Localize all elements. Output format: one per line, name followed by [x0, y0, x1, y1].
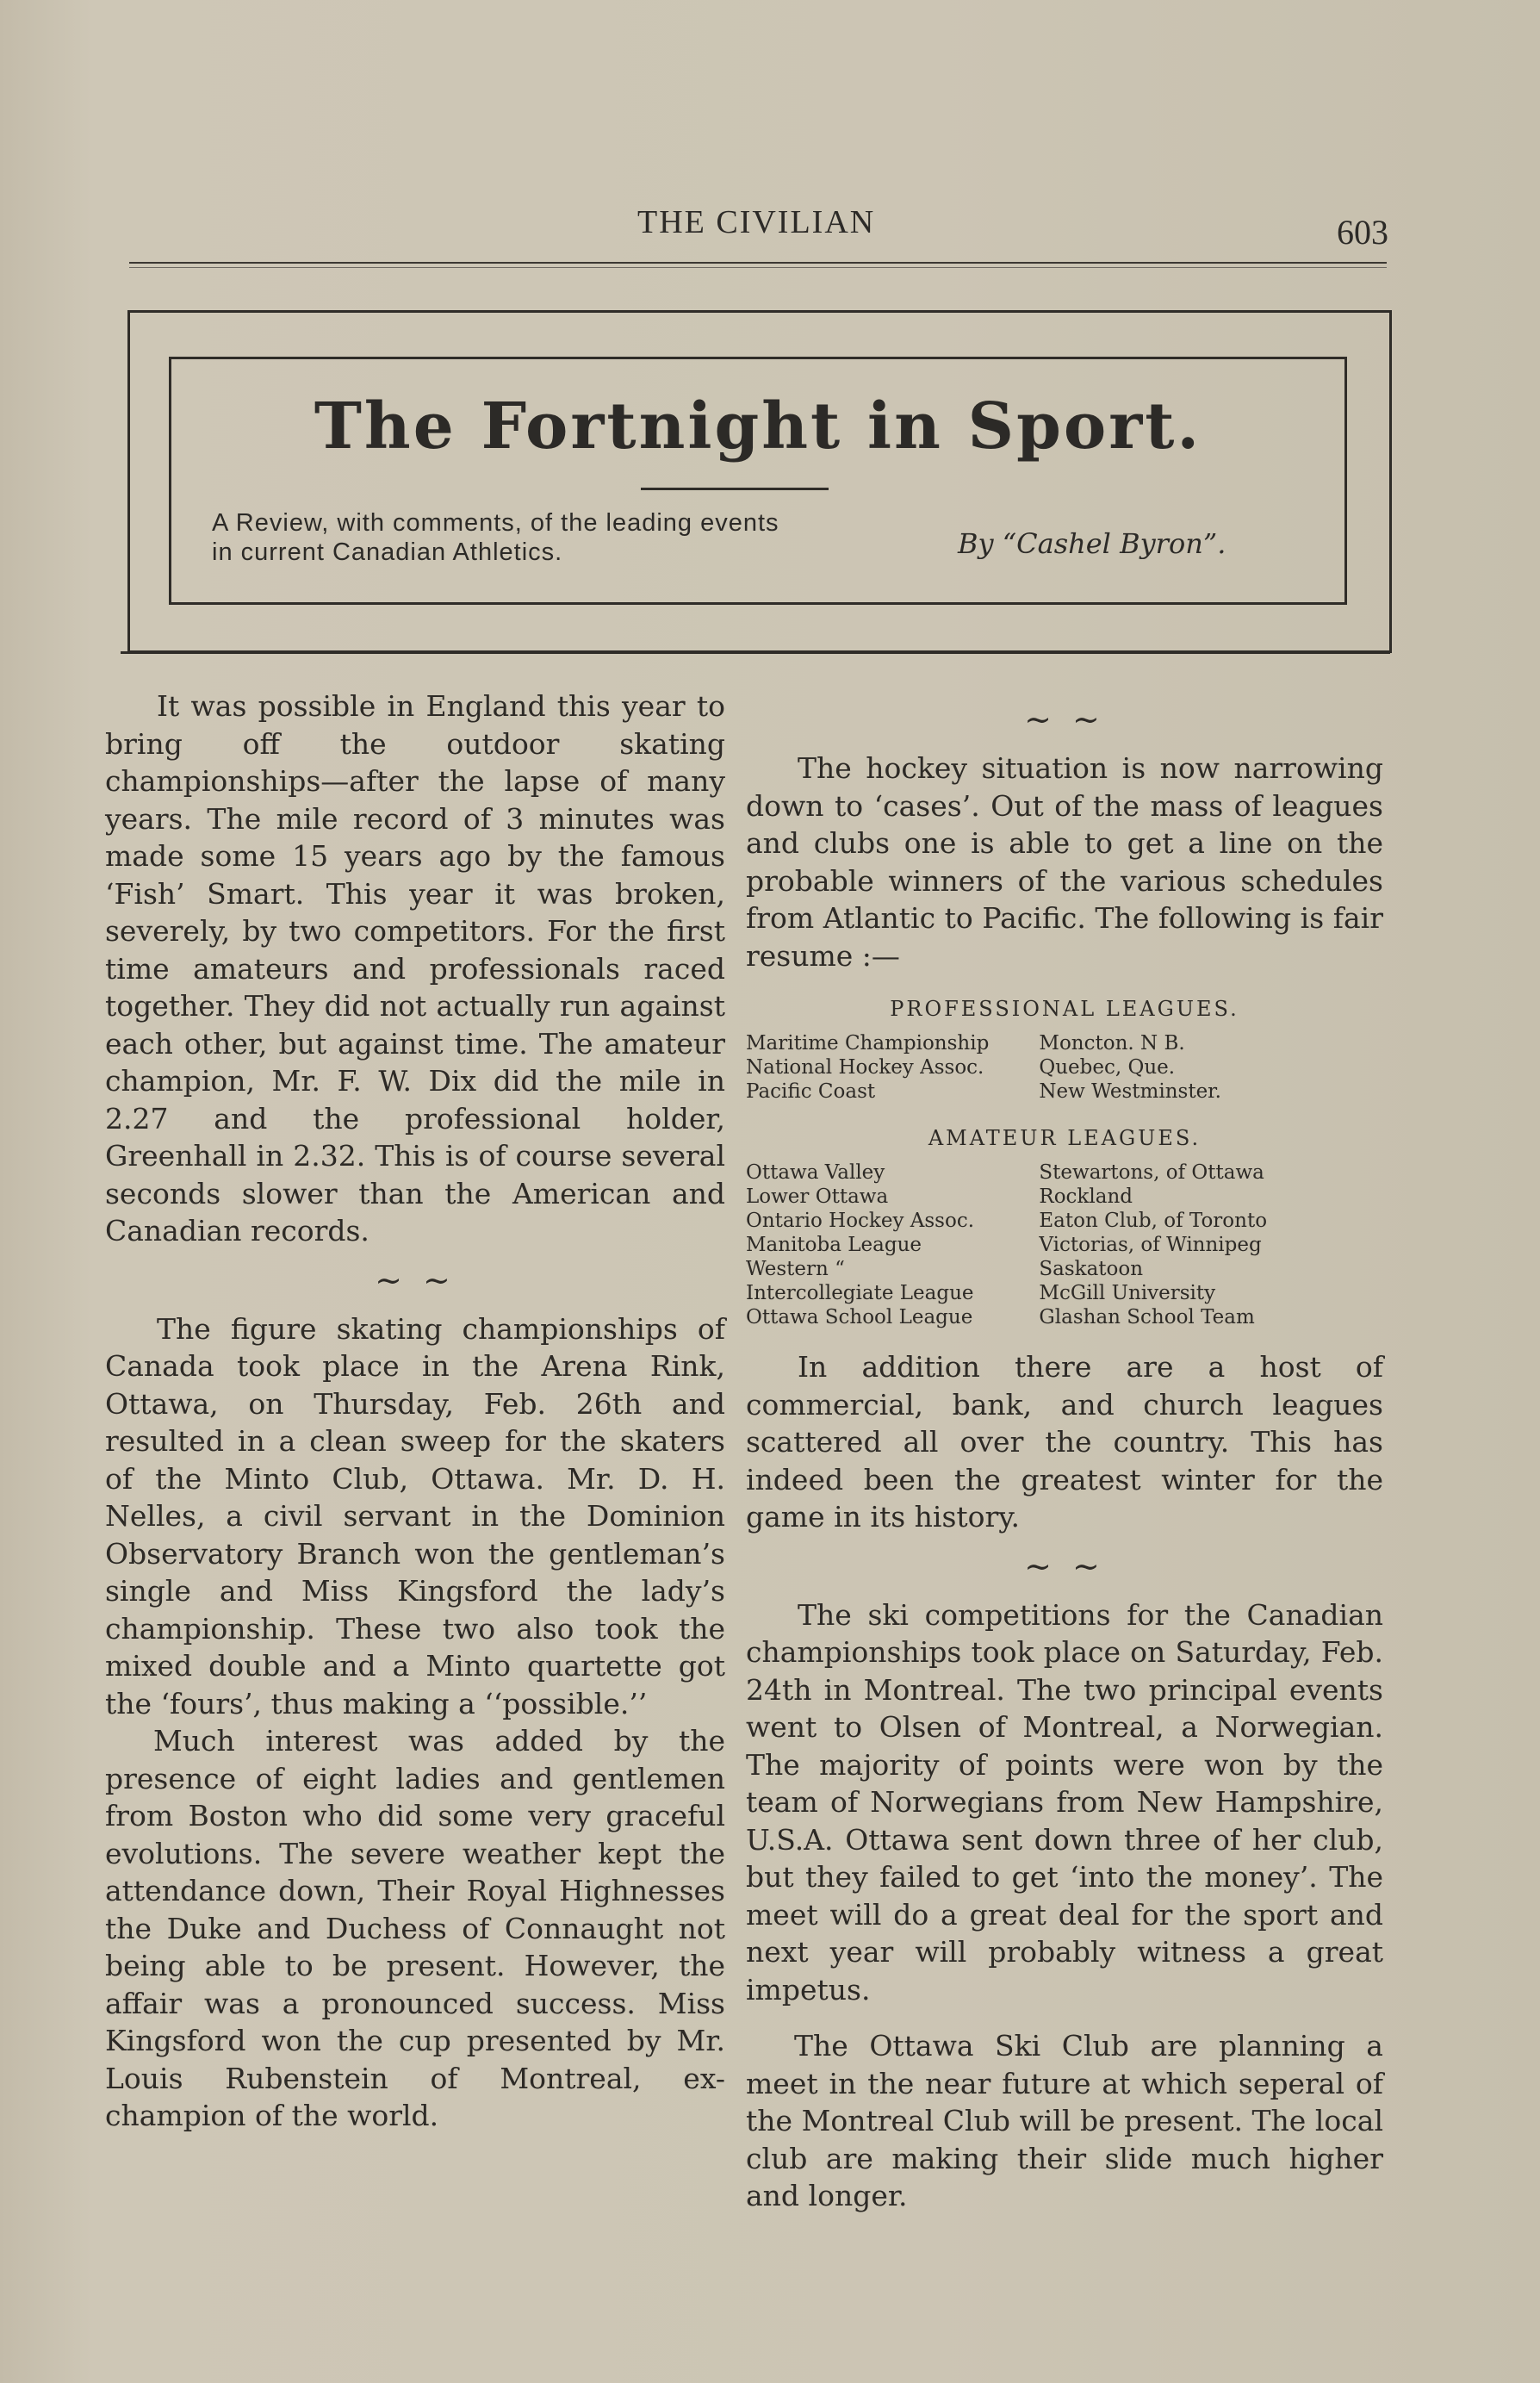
league-name: Lower Ottawa	[746, 1185, 889, 1208]
league-leader: Victorias, of Winnipeg	[1039, 1234, 1262, 1256]
professional-leagues-table	[746, 1031, 1383, 1104]
paragraph-ski-competitions: The ski competitions for the Canadian championships took place on Saturday, Feb. 24th in Montreal. The two principal events went to Olsen of Montreal, a Norwegian. The majority of points were won by the team of Norwegians from New Hampshire, U.S.A. Ottawa sent down three of her club, but they failed to get ‘into the money’. The meet will do a great deal for the sport and next year will probably witness a great impetus.	[746, 1597, 1383, 2007]
spacer	[746, 1329, 1383, 1348]
running-head: THE CIVILIAN	[637, 204, 876, 240]
league-leader: Stewartons, of Ottawa	[1039, 1161, 1264, 1184]
paragraph-ottawa-ski-club: The Ottawa Ski Club are planning a meet in the near future at which seperal of the Montreal Club will be present. The local club are making their slide much higher and longer.	[746, 2029, 1383, 2212]
league-row	[746, 1055, 1383, 1080]
paragraph-boston-visitors: Much interest was added by the presence of eight ladies and gentlemen from Boston who did some very graceful evolutions. The severe weather kept the attendance down, Their Royal Highnesses the Duke and Duchess of Connaught not being able to be present. However, the affair was a pronounced success. Miss Kingsford won the cup presented by Mr. Louis Rubenstein of Montreal, ex-champion of the world.	[105, 1724, 725, 2132]
paragraph-outdoor-skating: It was possible in England this year to bring off the outdoor skating championships—after the lapse of many years. The mile record of 3 minutes was made some 15 years ago by the famous ‘Fish’ Smart. This year it was broken, severely, by two competitors. For the first time amateurs and professionals raced together. They did not actually run against each other, but against time. The amateur champion, Mr. F. W. Dix did the mile in 2.27 and the professional holder, Greenhall in 2.32. This is of course several seconds slower than the American and Canadian records.	[105, 689, 725, 1247]
league-leader: New Westminster.	[1039, 1080, 1221, 1103]
league-leader: Moncton. N B.	[1039, 1032, 1185, 1055]
header-rule-secondary	[129, 267, 1387, 268]
ornament-divider: ∼ ∼	[1024, 1546, 1105, 1585]
league-leader: Quebec, Que.	[1039, 1056, 1176, 1079]
league-row	[746, 1281, 1383, 1305]
league-name: Ontario Hockey Assoc.	[746, 1210, 975, 1232]
league-name: National Hockey Assoc.	[746, 1056, 984, 1079]
league-name: Ottawa School League	[746, 1306, 973, 1328]
spacer	[746, 2008, 1383, 2027]
ornament-divider: ∼ ∼	[375, 1260, 456, 1299]
title-rule	[641, 488, 829, 490]
amateur-leagues-heading: AMATEUR LEAGUES.	[928, 1126, 1202, 1150]
paragraph-hockey-situation: The hockey situation is now narrowing down to ‘cases’. Out of the mass of leagues and clubs one is able to get a line on the probable winners of the various schedules from Atlantic to Pacific. The following is fair resume :—	[746, 751, 1383, 973]
feature-bottom-rule	[121, 651, 1390, 654]
league-leader: McGill University	[1039, 1282, 1216, 1304]
league-row	[746, 1185, 1383, 1209]
feature-title: The Fortnight in Sport.	[314, 389, 1202, 464]
ornament-divider: ∼ ∼	[1024, 700, 1105, 738]
paragraph-figure-skating: The figure skating championships of Canada took place in the Arena Rink, Ottawa, on Thursday, Feb. 26th and resulted in a clean sweep for the skaters of the Minto Club, Ottawa. Mr. D. H. Nelles, a civil servant in the Dominion Observatory Branch won the gentleman’s single and Miss Kingsford the lady’s championship. These two also took the mixed double and a Minto quartette got the ‘fours’, thus making a ‘‘possible.’’	[105, 1311, 725, 1720]
league-leader: Eaton Club, of Toronto	[1039, 1210, 1268, 1232]
league-row	[746, 1160, 1383, 1185]
league-name: Western “	[746, 1258, 845, 1280]
amateur-leagues-table	[746, 1160, 1383, 1329]
league-row	[746, 1209, 1383, 1233]
professional-leagues-heading: PROFESSIONAL LEAGUES.	[890, 997, 1239, 1021]
league-row	[746, 1233, 1383, 1257]
league-row	[746, 1257, 1383, 1281]
league-leader: Glashan School Team	[1039, 1306, 1255, 1328]
left-column	[105, 688, 725, 2135]
league-name: Maritime Championship	[746, 1032, 990, 1055]
league-name: Intercollegiate League	[746, 1282, 974, 1304]
feature-subtitle: A Review, with comments, of the leading events in current Canadian Athletics.	[212, 509, 779, 566]
header-rule	[129, 262, 1387, 264]
paragraph-commercial-leagues: In addition there are a host of commercial, bank, and church leagues scattered all over the country. This has indeed been the greatest winter for the game in its history.	[746, 1350, 1383, 1534]
league-row	[746, 1031, 1383, 1055]
league-name: Ottawa Valley	[746, 1161, 885, 1184]
league-leader: Rockland	[1039, 1185, 1133, 1208]
league-leader: Saskatoon	[1039, 1258, 1144, 1280]
page-number: 603	[1337, 213, 1388, 252]
league-row	[746, 1080, 1383, 1104]
league-name: Pacific Coast	[746, 1080, 876, 1103]
league-row	[746, 1305, 1383, 1329]
byline: By “Cashel Byron”.	[958, 527, 1226, 560]
league-name: Manitoba League	[746, 1234, 922, 1256]
right-column	[746, 689, 1383, 2215]
